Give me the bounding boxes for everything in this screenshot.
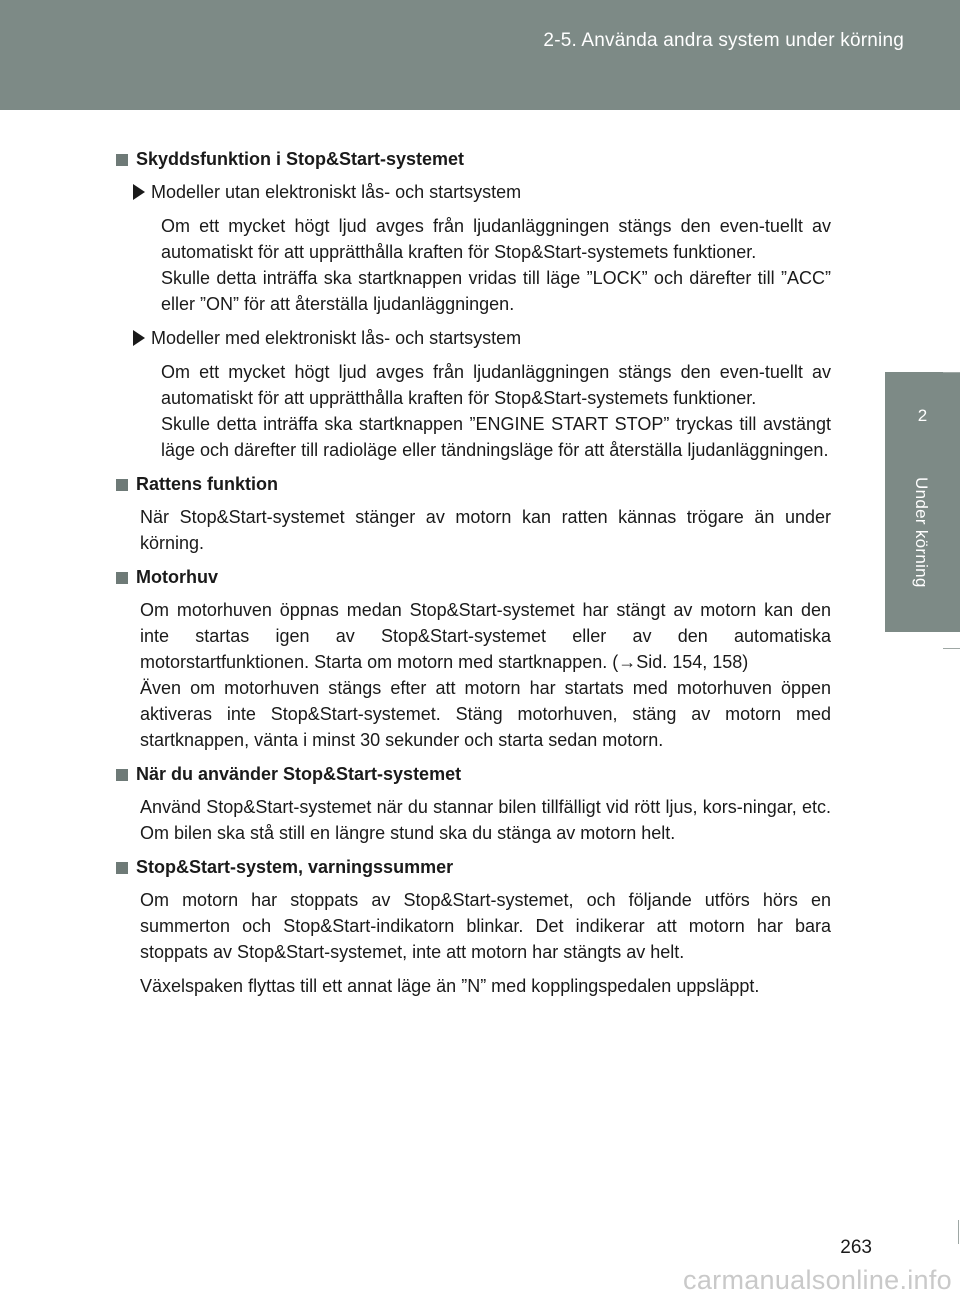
heading-text: Skyddsfunktion i Stop&Start-systemet	[136, 149, 465, 169]
paragraph: Även om motorhuven stängs efter att motorn har startats med motorhuven öppen aktiveras inte Stop&Start-systemet. Stäng motorhuven, stäng av motorn med startknappen, vänta i minst 30 sekunder och starta sedan motorn.	[140, 678, 831, 750]
section-title: 2-5. Använda andra system under körning	[543, 30, 904, 51]
section-body	[140, 794, 831, 846]
heading-text: Stop&Start-system, varningssummer	[136, 857, 454, 877]
section-heading	[116, 146, 831, 173]
paragraph: Skulle detta inträffa ska startknappen vridas till läge ”LOCK” och därefter till ”ACC” eller ”ON” för att återställa ljudanläggningen.	[161, 268, 831, 314]
paragraph: Om ett mycket högt ljud avges från ljudanläggningen stängs den even-tuellt av automatiskt för att upprätthålla kraften för Stop&Start-systemets funktioner.	[161, 216, 831, 262]
margin-tick	[943, 372, 960, 373]
section-body	[140, 887, 831, 999]
subsection-heading	[133, 179, 831, 205]
section-hood	[116, 564, 831, 753]
watermark[interactable]: carmanualsonline.info	[683, 1265, 952, 1295]
chapter-tab	[885, 372, 960, 632]
section-steering	[116, 471, 831, 556]
section-body	[140, 597, 831, 753]
section-heading	[116, 854, 831, 881]
section-buzzer	[116, 854, 831, 999]
subsection-body	[161, 359, 831, 463]
page-number: 263	[840, 1237, 872, 1258]
square-bullet-icon	[116, 154, 128, 166]
margin-tick	[958, 1220, 959, 1244]
triangle-bullet-icon	[133, 184, 145, 200]
square-bullet-icon	[116, 769, 128, 781]
section-body	[140, 504, 831, 556]
header-band	[0, 0, 960, 110]
square-bullet-icon	[116, 572, 128, 584]
heading-text: När du använder Stop&Start-systemet	[136, 764, 462, 784]
section-heading	[116, 564, 831, 591]
chapter-label: Under körning	[912, 477, 931, 588]
paragraph: Om motorn har stoppats av Stop&Start-systemet, och följande utförs hörs en summerton och Stop&Start-indikatorn blinkar. Det indikerar att motorn har bara stoppats av Stop&Start-systemet, inte att motorn har stängts av helt.	[140, 890, 831, 962]
paragraph: Om motorhuven öppnas medan Stop&Start-systemet har stängt av motorn kan den inte startas igen av Stop&Start-systemet eller av den automatiska motorstartfunktionen. Starta om motorn med startknappen. (→Sid. 154, 158)	[140, 600, 831, 672]
square-bullet-icon	[116, 862, 128, 874]
paragraph: Använd Stop&Start-systemet när du stannar bilen tillfälligt vid rött ljus, kors-ningar, etc. Om bilen ska stå still en längre stund ska du stänga av motorn helt.	[140, 797, 831, 843]
paragraph: När Stop&Start-systemet stänger av motorn kan ratten kännas trögare än under körning.	[140, 507, 831, 553]
paragraph: Skulle detta inträffa ska startknappen ”ENGINE START STOP” tryckas till avstängt läge och därefter till radioläge eller tändningsläge för att återställa ljudanläggningen.	[161, 414, 831, 460]
subheading-text: Modeller med elektroniskt lås- och startsystem	[151, 328, 522, 348]
subsection-heading	[133, 325, 831, 351]
paragraph: Växelspaken flyttas till ett annat läge än ”N” med kopplingspedalen uppsläppt.	[140, 976, 760, 996]
triangle-bullet-icon	[133, 330, 145, 346]
page-content	[116, 146, 831, 1007]
section-protection	[116, 146, 831, 463]
heading-text: Rattens funktion	[136, 474, 278, 494]
section-heading	[116, 761, 831, 788]
margin-tick	[943, 648, 960, 649]
section-usage	[116, 761, 831, 846]
section-heading	[116, 471, 831, 498]
chapter-number: 2	[917, 406, 928, 425]
subsection-body	[161, 213, 831, 317]
paragraph: Om ett mycket högt ljud avges från ljudanläggningen stängs den even-tuellt av automatiskt för att upprätthålla kraften för Stop&Start-systemets funktioner.	[161, 362, 831, 408]
square-bullet-icon	[116, 479, 128, 491]
heading-text: Motorhuv	[136, 567, 218, 587]
subheading-text: Modeller utan elektroniskt lås- och startsystem	[151, 182, 522, 202]
